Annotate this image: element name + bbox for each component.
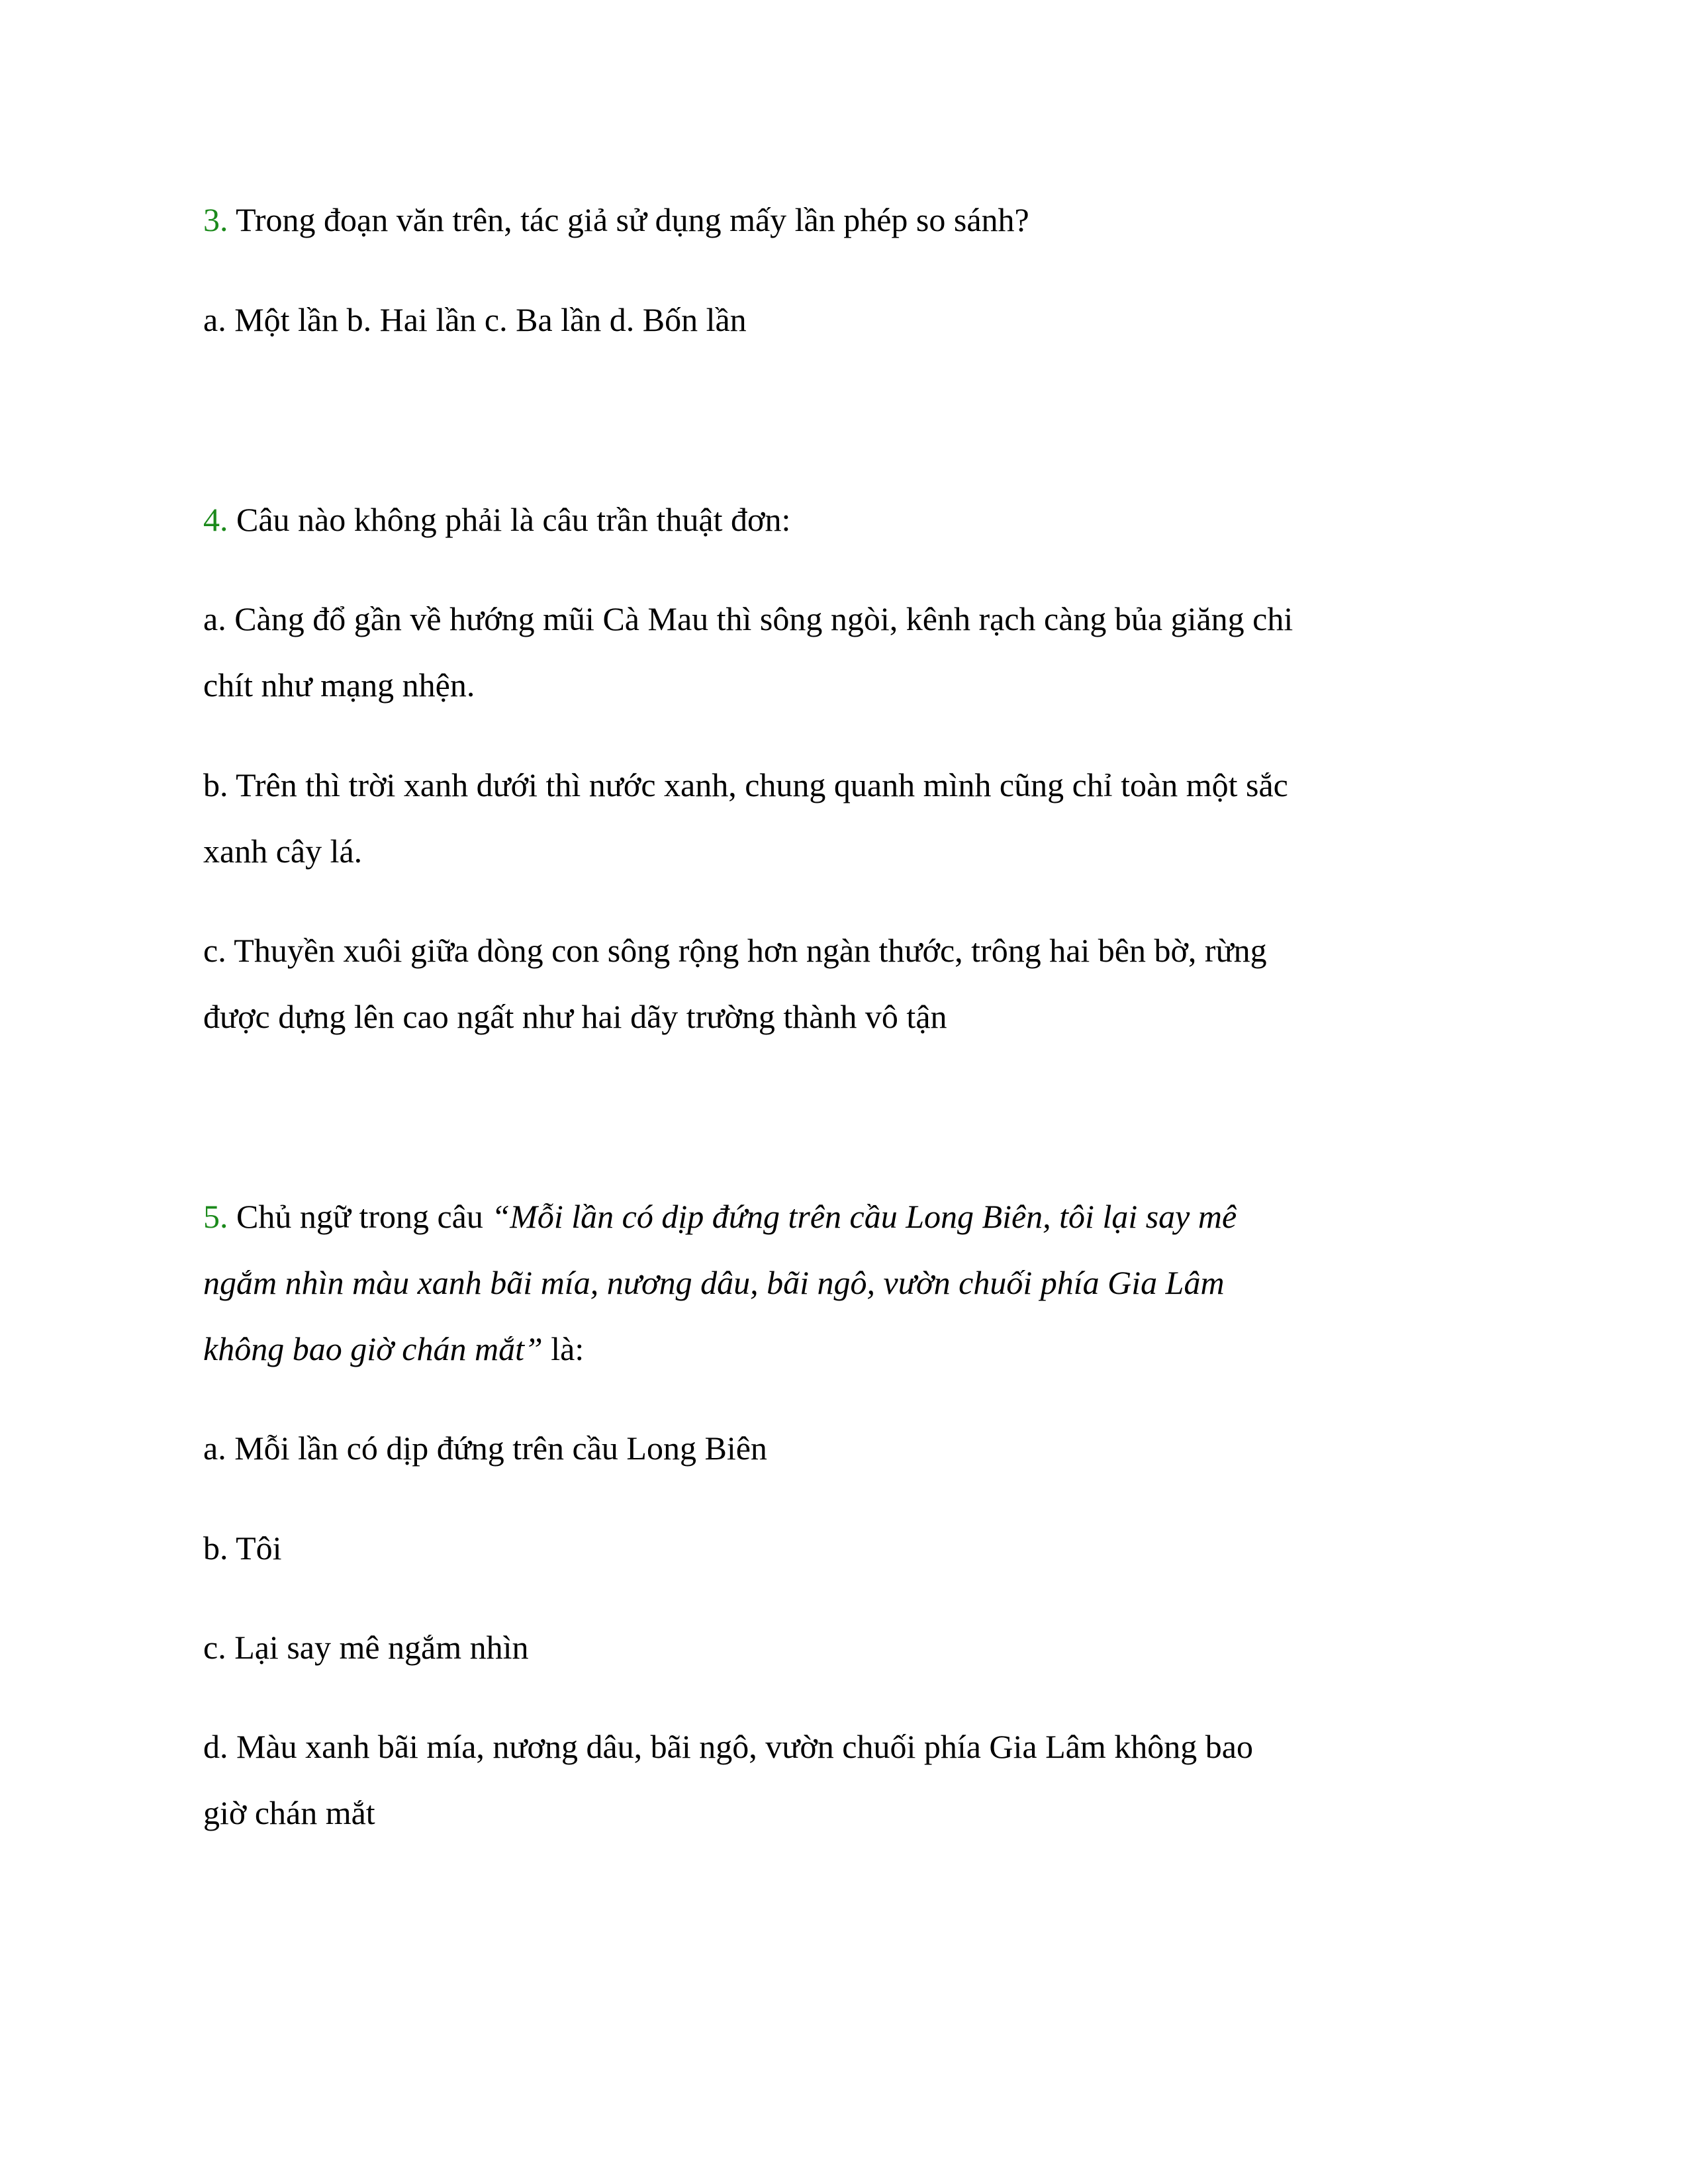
option-a-line-1: a. Càng đổ gần về hướng mũi Cà Mau thì sông ngòi, kênh rạch càng bủa giăng chi bbox=[203, 600, 1293, 637]
question-text: Câu nào không phải là câu trần thuật đơn: bbox=[228, 501, 791, 538]
option-a-line-2: chít như mạng nhện. bbox=[203, 666, 475, 704]
question-5 bbox=[203, 1200, 1237, 1233]
option-a: a. Mỗi lần có dịp đứng trên cầu Long Biên bbox=[203, 1430, 767, 1467]
question-4 bbox=[203, 503, 790, 536]
option-d-line-1: d. Màu xanh bãi mía, nương dâu, bãi ngô, vườn chuối phía Gia Lâm không bao bbox=[203, 1728, 1253, 1765]
option-c-line-2: được dựng lên cao ngất như hai dãy trường thành vô tận bbox=[203, 998, 947, 1035]
quoted-sentence-part-1: “Mỗi lần có dịp đứng trên cầu Long Biên, tôi lại say mê bbox=[491, 1198, 1237, 1235]
option-d-line-2: giờ chán mắt bbox=[203, 1794, 375, 1831]
option-b: b. Tôi bbox=[203, 1529, 282, 1567]
option-c-line-1: c. Thuyền xuôi giữa dòng con sông rộng hơn ngàn thước, trông hai bên bờ, rừng bbox=[203, 932, 1267, 969]
question-number: 3. bbox=[203, 201, 228, 238]
question-3-options: a. Một lần b. Hai lần c. Ba lần d. Bốn lần bbox=[203, 301, 747, 338]
quoted-sentence-part-3: không bao giờ chán mắt” bbox=[203, 1330, 543, 1367]
question-text: Trong đoạn văn trên, tác giả sử dụng mấy lần phép so sánh? bbox=[228, 201, 1029, 238]
option-b-line-1: b. Trên thì trời xanh dưới thì nước xanh, chung quanh mình cũng chỉ toàn một sắc bbox=[203, 766, 1288, 803]
question-number: 4. bbox=[203, 501, 228, 538]
quoted-sentence-part-2: ngắm nhìn màu xanh bãi mía, nương dâu, bãi ngô, vườn chuối phía Gia Lâm bbox=[203, 1264, 1225, 1301]
question-5-end bbox=[203, 1332, 584, 1365]
option-b-line-2: xanh cây lá. bbox=[203, 833, 363, 870]
question-3 bbox=[203, 203, 1029, 236]
option-c: c. Lại say mê ngắm nhìn bbox=[203, 1629, 529, 1666]
question-number: 5. bbox=[203, 1198, 228, 1235]
question-tail: là: bbox=[542, 1330, 585, 1367]
question-lead: Chủ ngữ trong câu bbox=[228, 1198, 492, 1235]
